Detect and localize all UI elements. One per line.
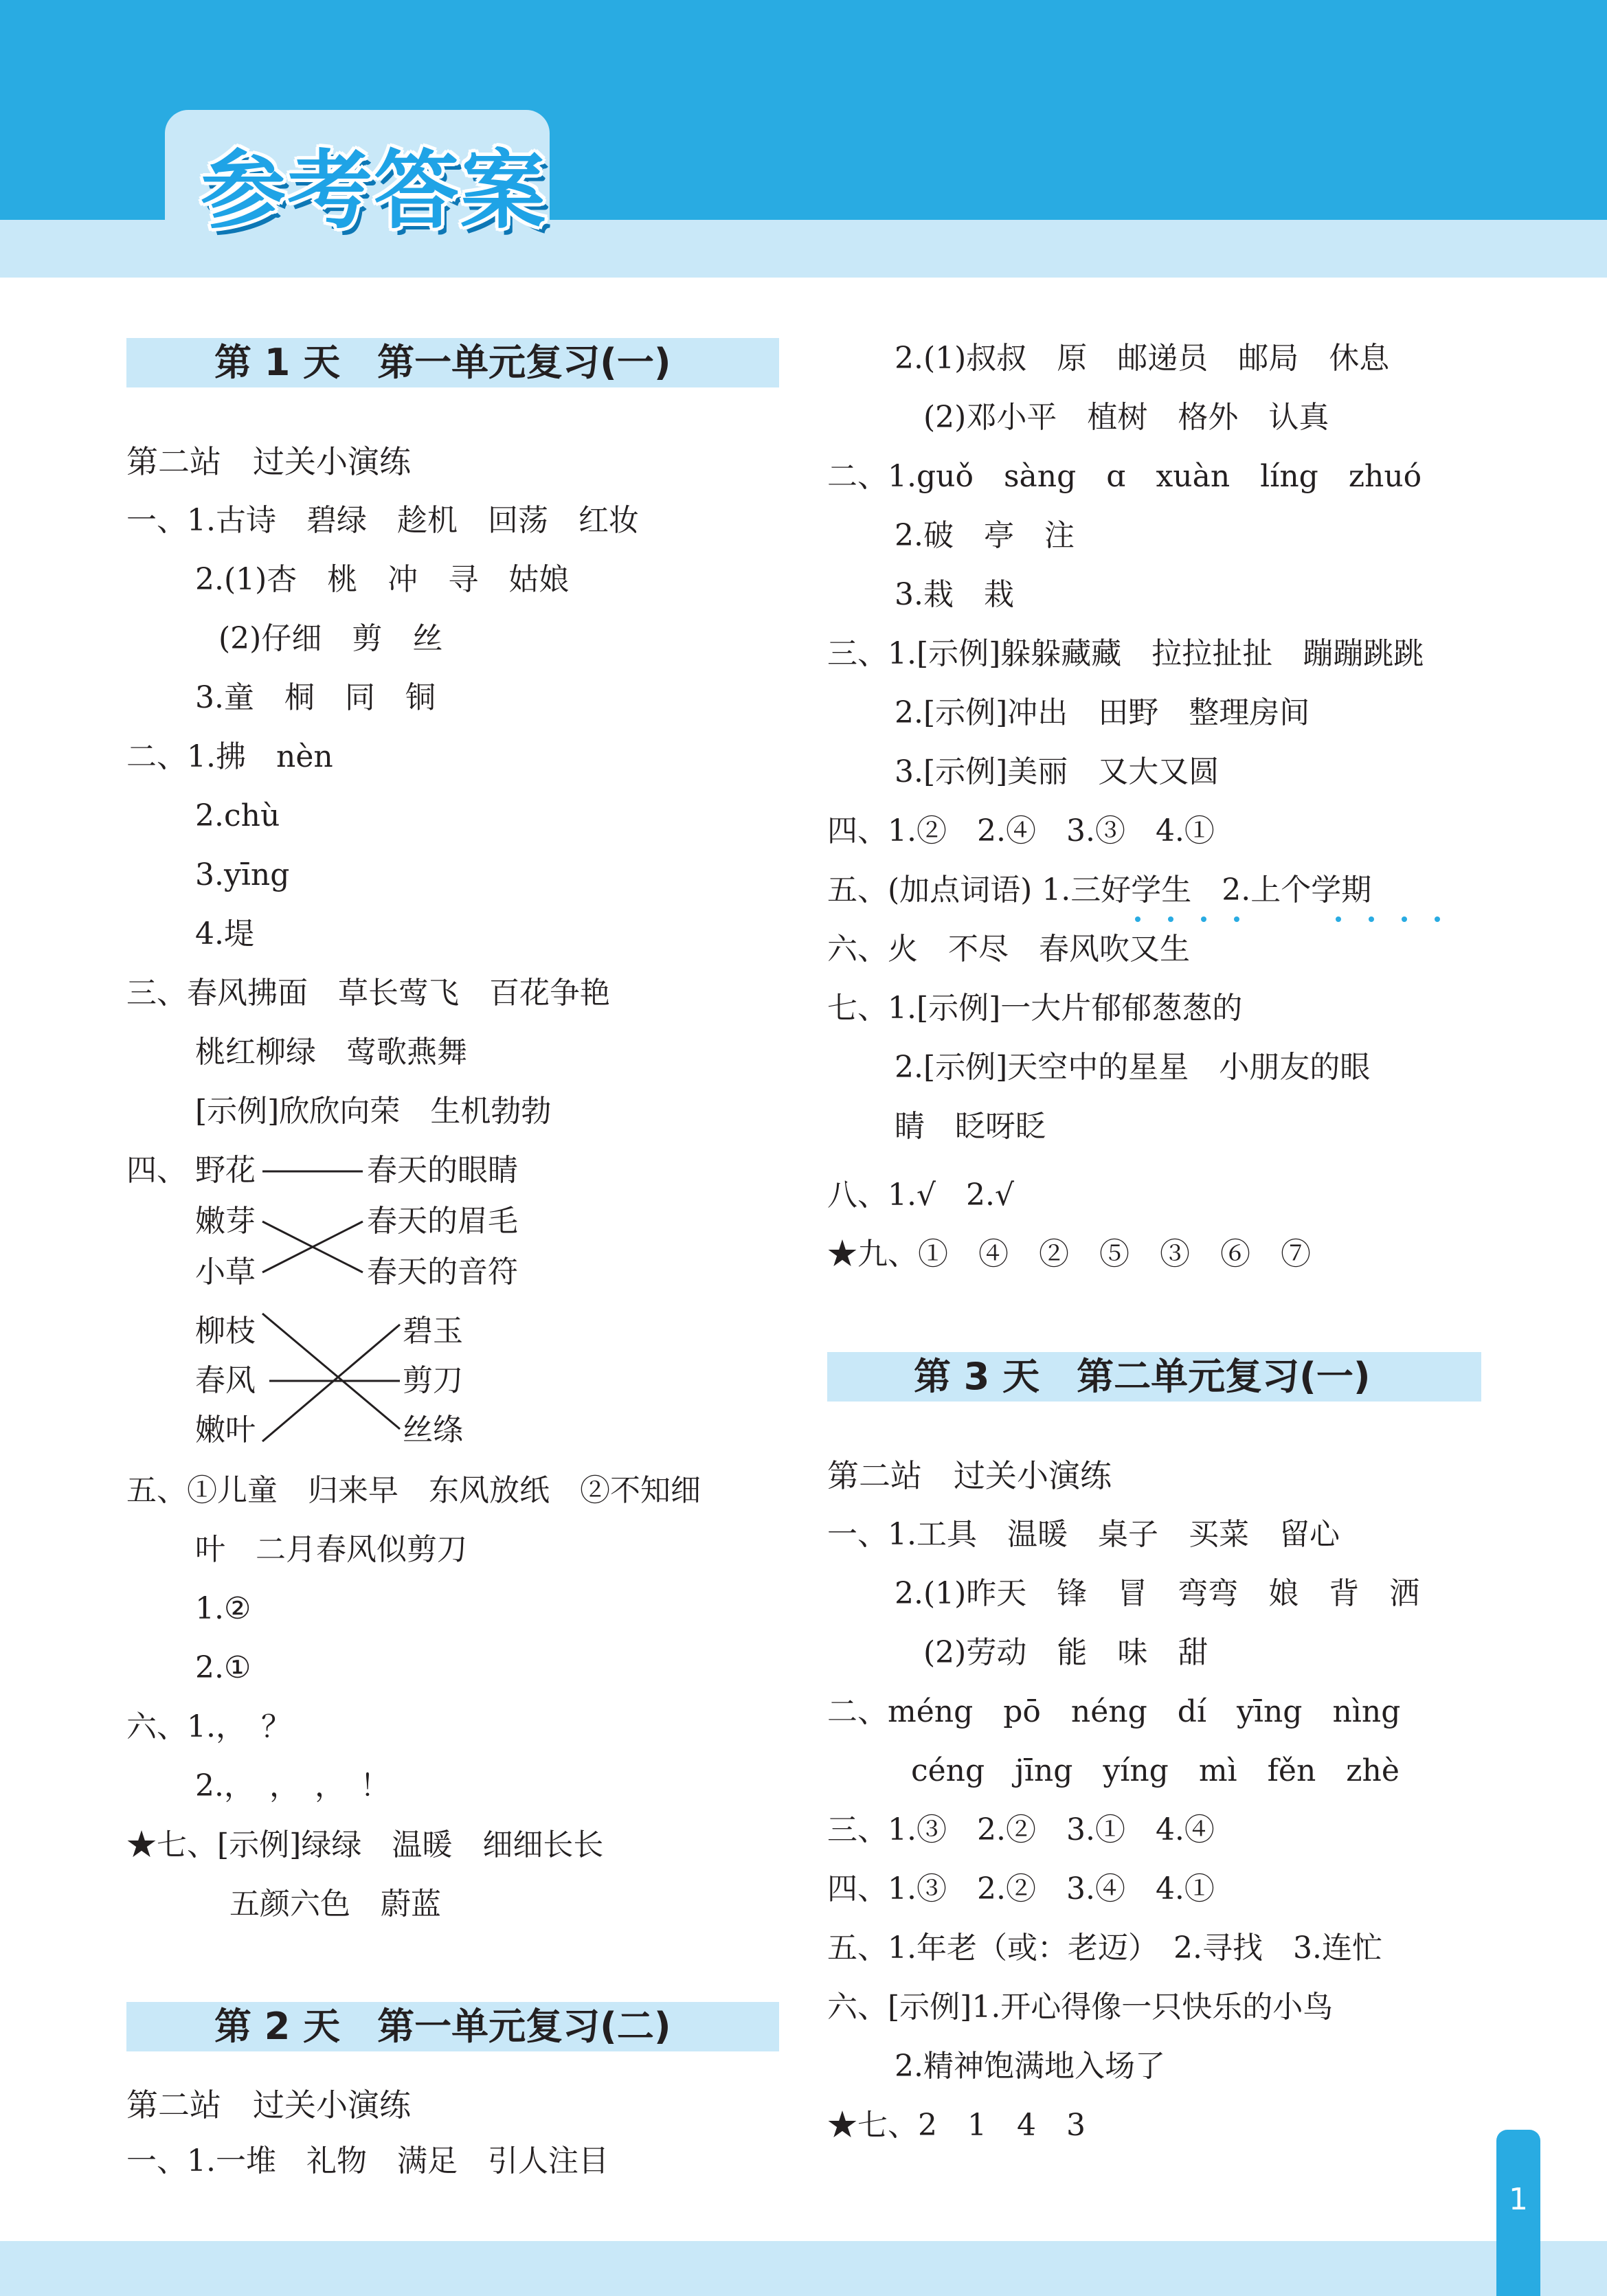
match-left-item: 小草 [195, 1254, 256, 1290]
answer-line: 六、1.， ？ [126, 1709, 291, 1744]
answer-line: 四、1.③ 2.② 3.④ 4.① [827, 1871, 1215, 1906]
match-right-item: 碧玉 [403, 1314, 463, 1349]
answer-line: 三、1.[示例]躲躲藏藏 拉拉扯扯 蹦蹦跳跳 [827, 636, 1424, 671]
answer-line: 2.[示例]冲出 田野 整理房间 [895, 695, 1310, 730]
answer-line: (2)劳动 能 味 甜 [923, 1635, 1209, 1670]
answer-line: 2.① [195, 1650, 251, 1685]
emphasis-dot [1369, 916, 1374, 922]
emphasis-dot [1336, 916, 1341, 922]
answer-line: 2.破 亭 注 [895, 518, 1075, 553]
answer-line: 3.[示例]美丽 又大又圆 [895, 754, 1220, 789]
emphasis-dot [1402, 916, 1407, 922]
match-right-item: 丝绦 [403, 1413, 463, 1448]
match-prefix: 四、 [126, 1153, 187, 1188]
emphasis-dot [1234, 916, 1239, 922]
answer-line: 二、1.拂 nèn [126, 739, 333, 774]
station-heading-day3: 第二站 过关小演练 [827, 1457, 1112, 1494]
footer-band [0, 2241, 1607, 2296]
answer-line: ★七、2 1 4 3 [827, 2108, 1086, 2143]
answer-line: 叶 二月春风似剪刀 [195, 1532, 467, 1567]
emphasis-dot [1135, 916, 1140, 922]
answer-line: 五颜六色 蔚蓝 [229, 1887, 441, 1922]
section-title-day1: 第 1 天 第一单元复习(一) [126, 338, 779, 387]
emphasis-dot [1435, 916, 1440, 922]
answer-line: 五、1.年老（或：老迈） 2.寻找 3.连忙 [827, 1931, 1382, 1966]
answer-line: 五、①儿童 归来早 东风放纸 ②不知细 [126, 1473, 701, 1508]
match-right-item: 春天的眉毛 [367, 1204, 518, 1239]
answer-line: ★七、[示例]绿绿 温暖 细细长长 [126, 1827, 604, 1862]
match-right-item: 春天的眼睛 [367, 1153, 518, 1188]
emphasis-dot [1201, 916, 1206, 922]
answer-line: 五、(加点词语) 1.三好学生 2.上个学期 [827, 873, 1372, 908]
answer-line: 2.， ， ， ！ [195, 1768, 390, 1803]
station-heading-day2: 第二站 过关小演练 [126, 2086, 411, 2124]
answer-line: 3.栽 栽 [895, 577, 1014, 612]
station-heading-day1: 第二站 过关小演练 [126, 443, 411, 480]
answer-line: 六、[示例]1.开心得像一只快乐的小鸟 [827, 1990, 1334, 2025]
match-left-item: 柳枝 [195, 1314, 256, 1349]
answer-line: 2.精神饱满地入场了 [895, 2049, 1165, 2084]
answer-line: 2.(1)昨天 锋 冒 弯弯 娘 背 洒 [895, 1576, 1420, 1611]
match-line [262, 1314, 400, 1429]
answer-line: 3.yīng [195, 857, 290, 892]
answer-line: 一、1.一堆 礼物 满足 引人注目 [126, 2143, 609, 2179]
answer-line: céng jīng yíng mì fěn zhè [911, 1753, 1400, 1788]
page-number: 1 [1509, 2182, 1528, 2217]
section-title-day2: 第 2 天 第一单元复习(二) [126, 2002, 779, 2051]
match-left-item: 春风 [195, 1363, 256, 1398]
answer-line: 1.② [195, 1591, 251, 1626]
match-left-item: 嫩芽 [195, 1204, 256, 1239]
answer-line: 八、1.√ 2.√ [827, 1178, 1015, 1213]
answer-line: 一、1.工具 温暖 桌子 买菜 留心 [827, 1517, 1340, 1552]
emphasis-dot [1168, 916, 1173, 922]
answer-line: 2.(1)杏 桃 冲 寻 姑娘 [195, 562, 570, 597]
answer-line: (2)仔细 剪 丝 [218, 621, 443, 656]
answer-line: 三、春风拂面 草长莺飞 百花争艳 [126, 976, 610, 1011]
answer-line: (2)邓小平 植树 格外 认真 [923, 400, 1329, 435]
answer-line: 4.堤 [195, 916, 254, 952]
answer-line: 一、1.古诗 碧绿 趁机 回荡 红妆 [126, 503, 639, 538]
answer-line: 2.[示例]天空中的星星 小朋友的眼 [895, 1050, 1371, 1085]
answer-line: 睛 眨呀眨 [895, 1109, 1046, 1144]
match-right-item: 剪刀 [403, 1363, 463, 1398]
answer-line: 3.童 桐 同 铜 [195, 680, 436, 715]
match-right-item: 春天的音符 [367, 1254, 518, 1290]
section-title-day3: 第 3 天 第二单元复习(一) [827, 1352, 1481, 1402]
answer-line: 二、méng pō néng dí yīng nìng [827, 1694, 1401, 1729]
answer-line: 六、火 不尽 春风吹又生 [827, 932, 1190, 967]
answer-line: 七、1.[示例]一大片郁郁葱葱的 [827, 991, 1243, 1026]
answer-line: 二、1.guǒ sàng ɑ xuàn líng zhuó [827, 459, 1422, 494]
match-left-item: 嫩叶 [195, 1413, 256, 1448]
match-line [262, 1325, 400, 1441]
answer-line: 2.chù [195, 798, 280, 833]
page-title: 参考答案 [201, 142, 548, 240]
answer-line: 四、1.② 2.④ 3.③ 4.① [827, 813, 1215, 848]
answer-line: 桃红柳绿 莺歌燕舞 [195, 1035, 467, 1070]
answer-line: 三、1.③ 2.② 3.① 4.④ [827, 1812, 1215, 1847]
answer-line: 2.(1)叔叔 原 邮递员 邮局 休息 [895, 341, 1390, 376]
match-left-item: 野花 [195, 1153, 256, 1188]
answer-line: [示例]欣欣向荣 生机勃勃 [195, 1094, 552, 1129]
answer-line: ★九、① ④ ② ⑤ ③ ⑥ ⑦ [827, 1237, 1311, 1272]
